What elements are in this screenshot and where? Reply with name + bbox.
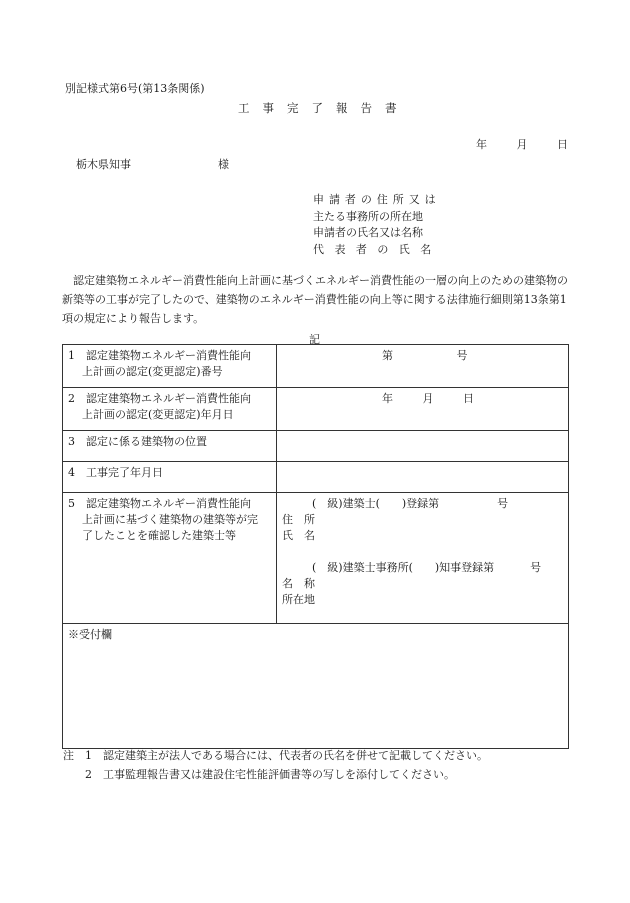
row-label [63,431,277,462]
date-day: 日 [557,138,568,151]
office-go: 号 [530,561,542,574]
reception-box[interactable] [63,624,569,749]
office-registration: ( 級)建築士事務所( )知事登録第 [312,561,495,574]
office-location-label: 所在地 [282,593,315,606]
addressee: 栃木県知事 [76,158,131,171]
title-char: 報 [336,101,348,115]
applicant-block [313,192,442,258]
label-line: 1 認定建築物エネルギー消費性能向 [68,349,251,362]
number-go: 号 [456,349,468,362]
table-row [63,431,569,462]
row-label [63,462,277,493]
label-line: 了したことを確認した建築士等 [82,529,236,542]
label-line: 2 認定建築物エネルギー消費性能向 [68,392,251,405]
building-location-field[interactable] [277,431,569,462]
note-1: 注 1 認定建築主が法人である場合には、代表者の氏名を併せて記載してください。 [63,749,488,762]
architect-go: 号 [497,497,509,510]
completion-date-field[interactable] [277,462,569,493]
label-line: 3 認定に係る建築物の位置 [68,435,207,448]
label-line: 上計画の認定(変更認定)番号 [82,365,223,378]
cert-month: 月 [422,392,434,405]
row-label [63,388,277,431]
cert-day: 日 [463,392,474,405]
label-line: 上計画に基づく建築物の建築等が完 [82,513,258,526]
label-line: 4 工事完了年月日 [68,466,163,479]
architect-registration: ( 級)建築士( )登録第 [312,497,440,510]
title-char: 工 [238,101,250,115]
title-char: 事 [262,101,274,115]
table-row [63,345,569,388]
applicant-office-label: 主たる事務所の所在地 [313,209,423,223]
label-line: 上計画の認定(変更認定)年月日 [82,408,234,421]
certification-date-field[interactable] [277,388,569,431]
form-number: 別記様式第6号(第13条関係) [65,82,205,95]
certification-number-field[interactable] [277,345,569,388]
architect-field[interactable] [277,493,569,624]
architect-name-label: 氏 名 [282,529,315,542]
honorific: 様 [218,158,229,171]
notes [63,746,488,784]
number-dai: 第 [382,349,393,362]
row-label [63,493,277,624]
table-row [63,388,569,431]
table-row [63,624,569,749]
title-char: 了 [311,101,323,115]
date-year: 年 [476,138,487,151]
reception-label: ※受付欄 [68,628,112,641]
ki-heading: 記 [309,333,320,346]
date-month: 月 [516,138,528,151]
applicant-address-label: 申請者の住所又は [313,193,441,206]
representative-label: 代表者の氏名 [313,242,442,256]
title-char: 告 [360,101,372,115]
report-table [62,344,569,749]
architect-address-label: 住 所 [282,513,315,526]
title-char: 完 [287,101,299,115]
label-line: 5 認定建築物エネルギー消費性能向 [68,497,251,510]
report-statement: 認定建築物エネルギー消費性能向上計画に基づくエネルギー消費性能の一層の向上のための建築物の新築等の工事が完了したので、建築物のエネルギー消費性能の向上等に関する法律施行細則第13条第1項の規定により報告します。 [62,274,568,325]
document-title [238,100,410,116]
table-row [63,493,569,624]
title-char: 書 [385,101,397,115]
row-label [63,345,277,388]
date-line [476,136,568,152]
note-2: 2 工事監理報告書又は建設住宅性能評価書等の写しを添付してください。 [85,768,455,781]
office-name-label: 名 称 [282,577,315,590]
table-row [63,462,569,493]
cert-year: 年 [382,392,393,405]
applicant-name-label: 申請者の氏名又は名称 [313,226,423,239]
